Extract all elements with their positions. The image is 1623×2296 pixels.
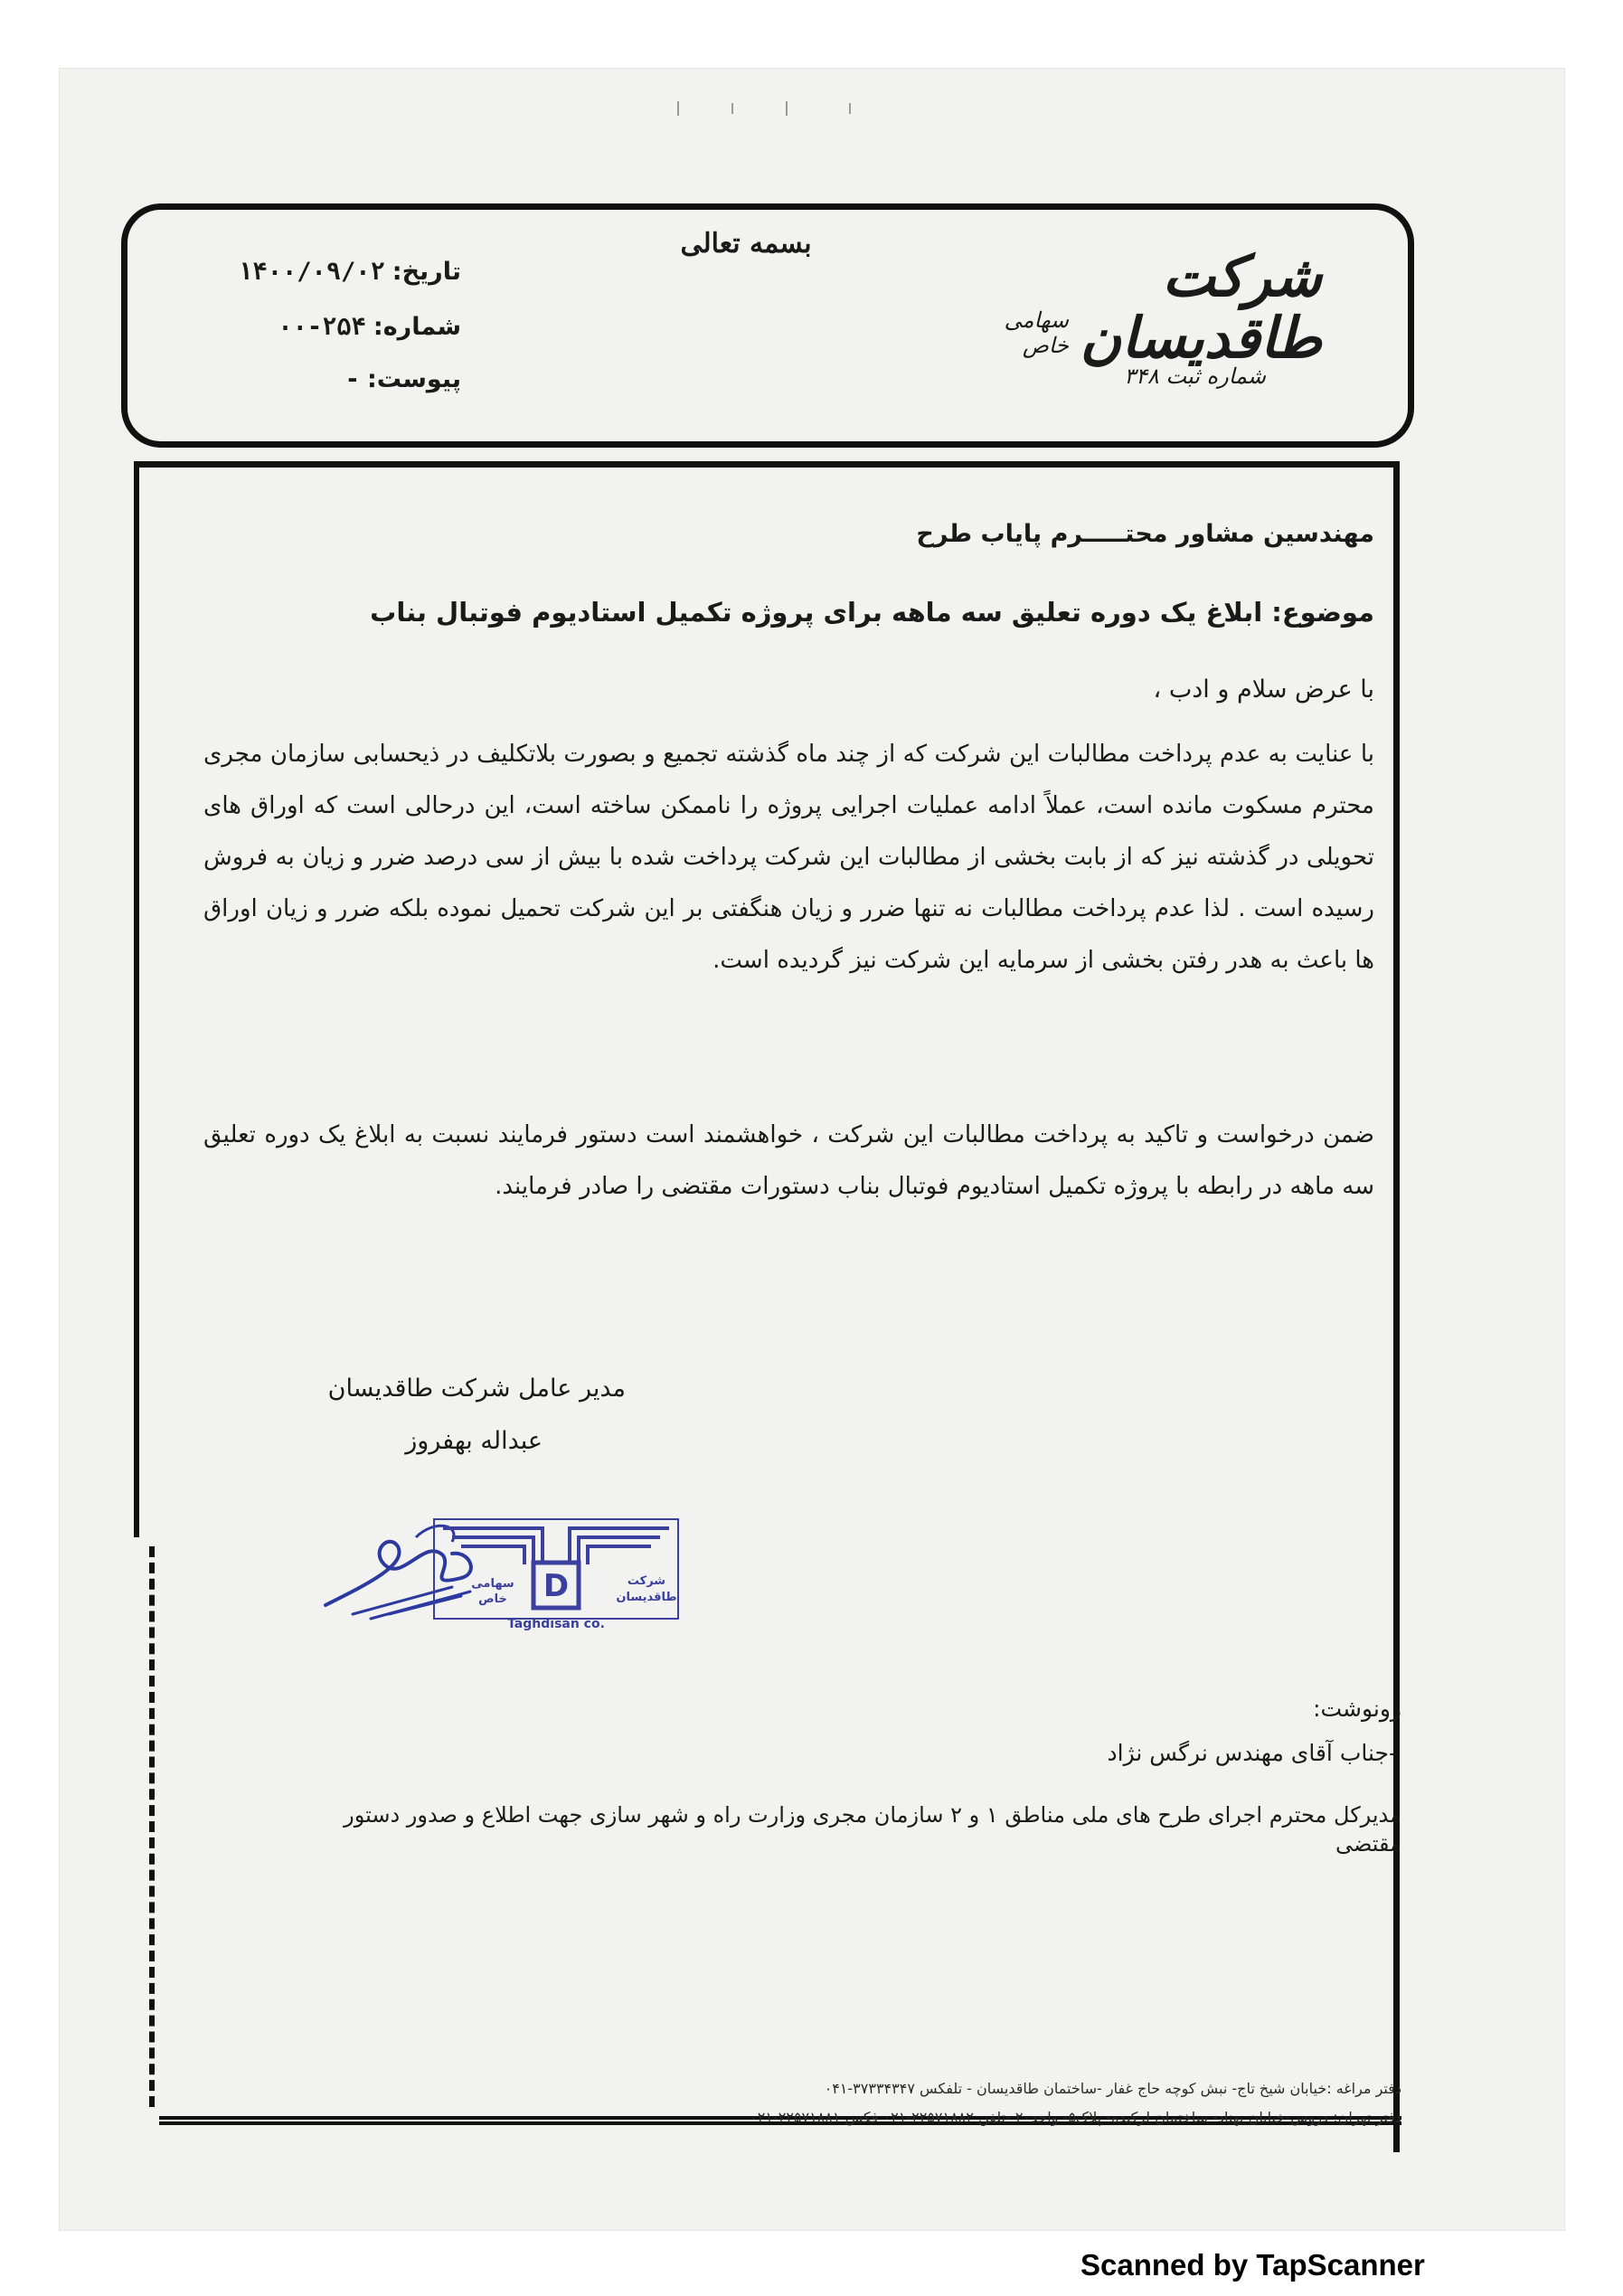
number-value: ۲۵۴-۰۰ <box>278 313 366 341</box>
date-row <box>217 258 461 286</box>
body-frame-left-rule <box>134 461 139 1537</box>
bismillah: بسمه تعالی <box>680 228 812 260</box>
svg-text:شرکت: شرکت <box>627 1574 666 1588</box>
signer-title: مدیر عامل شرکت طاقدیسان <box>327 1375 626 1403</box>
body-paragraph-2: ضمن درخواست و تاکید به پرداخت مطالبات این شرکت ، خواهشمند است دستور فرمایند نسبت به ابلاغ یک دوره تعلیق سه ماهه در رابطه با پروژه تکمیل استادیوم فوتبال بناب دستورات مقتضی را صادر فرمایند. <box>203 1121 1374 1200</box>
cc-recipient-2-continued: مقتضی <box>1335 1831 1401 1857</box>
cc-recipient-2: مدیرکل محترم اجرای طرح های ملی مناطق ۱ و ۲ سازمان مجری وزارت راه و شهر سازی جهت اطلاع و صدور دستور <box>344 1802 1401 1828</box>
signature-and-stamp <box>316 1501 696 1637</box>
perforation-marks <box>149 1546 164 2107</box>
greeting: با عرض سلام و ادب ، <box>1153 676 1374 704</box>
subject-line: موضوع: ابلاغ یک دوره تعلیق سه ماهه برای پروژه تکمیل استادیوم فوتبال بناب <box>370 597 1374 628</box>
attachment-row <box>217 365 461 393</box>
addressee: مهندسین مشاور محتـــــرم پایاب طرح <box>916 520 1374 548</box>
cc-recipient-1: -جناب آقای مهندس نرگس نژاد <box>1107 1740 1397 1766</box>
date-label: تاریخ: <box>392 258 461 286</box>
svg-text:D: D <box>543 1568 570 1604</box>
number-row <box>217 313 461 341</box>
punch-marks <box>669 99 877 118</box>
number-label: شماره: <box>373 313 461 341</box>
signer-name: عبداله بهفروز <box>405 1427 543 1455</box>
footer-address-maragheh: دفتر مراغه :خیابان شیخ تاج- نبش کوچه حاج غفار -ساختمان طاقدیسان - تلفکس ۳۷۳۳۴۳۴۷-۰۴۱ <box>824 2080 1401 2097</box>
company-type: سهامی خاص <box>1004 307 1069 358</box>
footer-address-tehran: دفتر تهران: دروس-خیابان بهناد- ساختمان لرکیده- پلاک۵- واحد۲۰ -تلفن ۲۲۵۷۱۸۸۲-۰۲۱ فکس ۲۲۵۷۱۸۸۱-۰۲۱ <box>750 2109 1401 2126</box>
svg-text:سهامی: سهامی <box>471 1577 514 1591</box>
body-frame <box>134 461 1400 2152</box>
company-name: شرکت طاقدیسان <box>1080 243 1322 372</box>
svg-text:طاقدیسان: طاقدیسان <box>616 1591 677 1604</box>
svg-text:Taghdisan co.: Taghdisan co. <box>507 1617 605 1631</box>
cc-label: رونوشت: <box>1313 1696 1401 1722</box>
date-value: ۱۴۰۰/۰۹/۰۲ <box>238 258 385 286</box>
attachment-value: - <box>344 365 360 393</box>
registration-number: شماره ثبت ۳۴۸ <box>1124 364 1266 389</box>
scanner-watermark: Scanned by TapScanner <box>1080 2248 1425 2282</box>
body-paragraph-1: با عنایت به عدم پرداخت مطالبات این شرکت که از چند ماه گذشته تجمیع و بصورت بلاتکلیف در ذیحسابی سازمان مجری محترم مسکوت مانده است، عملاً ادامه عملیات اجرایی پروژه را ناممکن ساخته است، این درحالی است که اوراق های تحویلی در گذشته نیز که از بابت بخشی از مطالبات این شرکت پرداخت شده با بیش از سی درصد ضرر و زیان به فروش رسیده است . لذا عدم پرداخت مطالبات نه تنها ضرر و زیان هنگفتی بر این شرکت تحمیل نموده بلکه ضرر و زیان اوراق ها باعث به هدر رفتن بخشی از سرمایه این شرکت نیز گردیده است. <box>203 741 1374 974</box>
attachment-label: پیوست: <box>366 365 461 393</box>
svg-text:خاص: خاص <box>478 1592 507 1606</box>
